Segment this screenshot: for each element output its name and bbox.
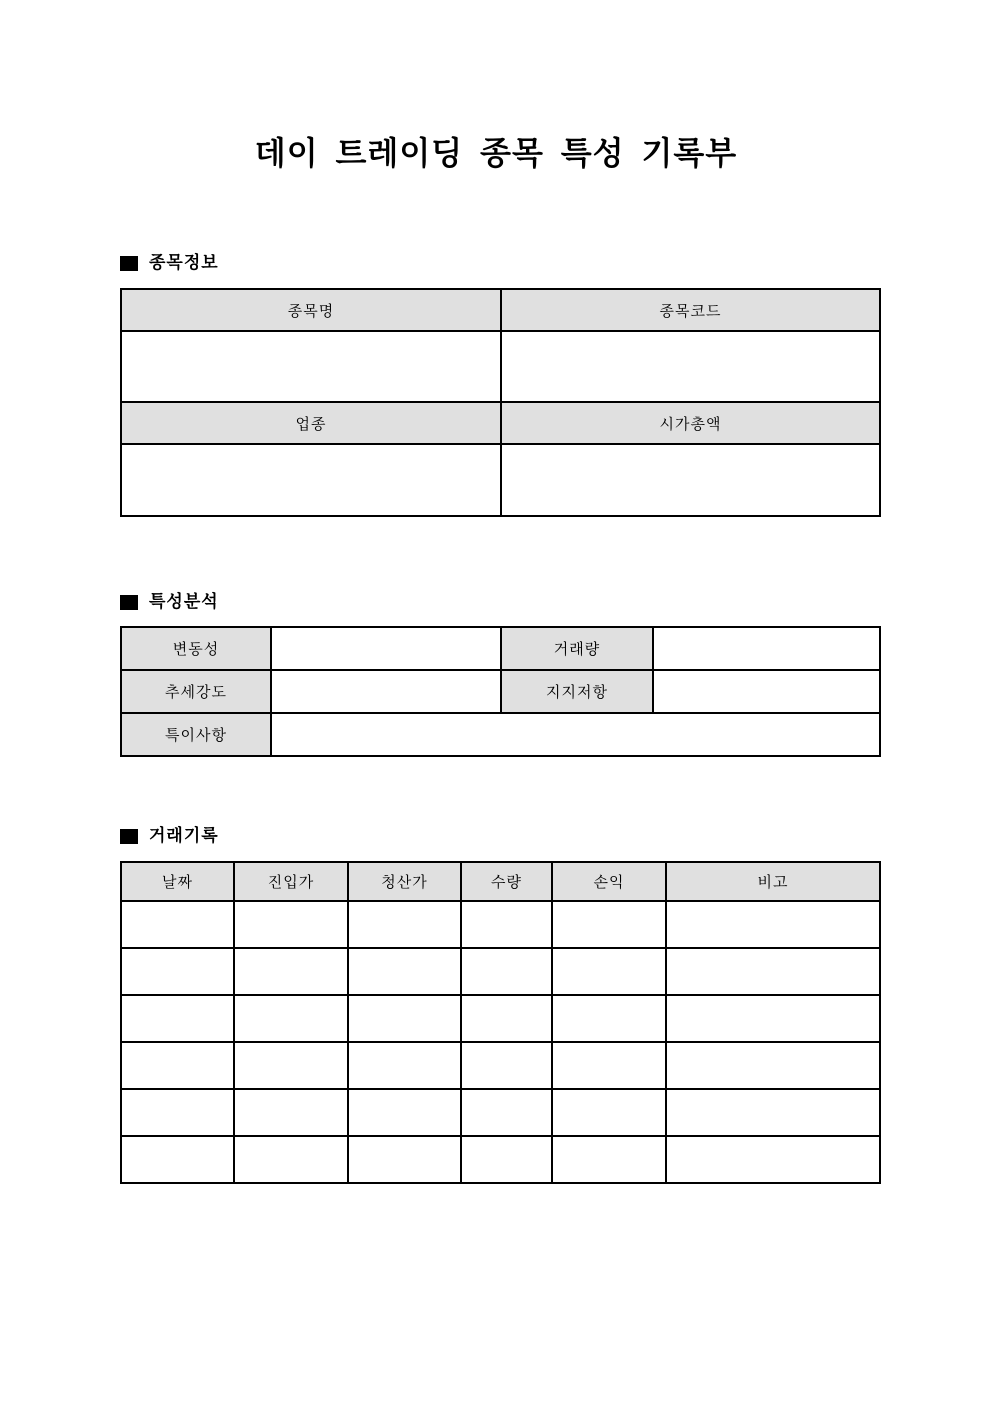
trade-log-body: [121, 901, 880, 1183]
trade-log-empty-cell: [552, 1089, 666, 1136]
trade-log-empty-cell: [348, 1042, 461, 1089]
trade-log-empty-row: [121, 901, 880, 948]
trend-strength-label: 추세강도: [121, 670, 271, 713]
trade-log-empty-cell: [461, 1042, 552, 1089]
trade-log-empty-cell: [461, 948, 552, 995]
trade-log-empty-row: [121, 995, 880, 1042]
volatility-label: 변동성: [121, 627, 271, 670]
trade-log-empty-cell: [121, 948, 234, 995]
trade-log-empty-row: [121, 1136, 880, 1183]
stock-name-header: 종목명: [121, 289, 501, 331]
volume-value-cell: [653, 627, 880, 670]
special-notes-label: 특이사항: [121, 713, 271, 756]
date-column-header: 날짜: [121, 862, 234, 901]
stock-info-value-row-1: [121, 331, 880, 402]
trade-log-empty-cell: [666, 1089, 880, 1136]
trade-log-empty-cell: [552, 995, 666, 1042]
support-resistance-label: 지지저항: [501, 670, 653, 713]
trade-log-empty-cell: [234, 1136, 348, 1183]
industry-value-cell: [121, 444, 501, 516]
trade-log-empty-cell: [461, 995, 552, 1042]
black-square-icon: [120, 595, 138, 610]
trade-log-empty-cell: [348, 901, 461, 948]
trade-log-empty-cell: [234, 948, 348, 995]
trade-log-empty-cell: [234, 995, 348, 1042]
trade-log-empty-cell: [234, 1089, 348, 1136]
analysis-row-3: [121, 713, 880, 756]
section-heading-analysis: [120, 590, 879, 614]
trade-log-empty-cell: [348, 995, 461, 1042]
special-notes-value-cell: [271, 713, 880, 756]
trade-log-empty-cell: [348, 1136, 461, 1183]
quantity-column-header: 수량: [461, 862, 552, 901]
stock-info-header-row-1: [121, 289, 880, 331]
support-resistance-value-cell: [653, 670, 880, 713]
page-content: [120, 251, 879, 1184]
section-heading-trade-log: [120, 824, 879, 848]
trade-log-empty-cell: [121, 1089, 234, 1136]
trade-log-empty-cell: [552, 948, 666, 995]
stock-name-value-cell: [121, 331, 501, 402]
stock-info-table: [120, 288, 881, 517]
trade-log-empty-cell: [461, 1136, 552, 1183]
trade-log-empty-cell: [348, 1089, 461, 1136]
black-square-icon: [120, 256, 138, 271]
stock-code-value-cell: [501, 331, 880, 402]
trade-log-header-row: [121, 862, 880, 901]
volume-label: 거래량: [501, 627, 653, 670]
section-heading-analysis-label: 특성분석: [149, 592, 219, 611]
trade-log-table: [120, 861, 881, 1184]
trade-log-empty-cell: [552, 1136, 666, 1183]
page-title: 데이 트레이딩 종목 특성 기록부: [254, 135, 738, 171]
analysis-table: [120, 626, 881, 757]
trade-log-empty-cell: [234, 901, 348, 948]
trade-log-empty-cell: [461, 1089, 552, 1136]
remarks-column-header: 비고: [666, 862, 880, 901]
stock-code-header: 종목코드: [501, 289, 880, 331]
trend-strength-value-cell: [271, 670, 501, 713]
trade-log-empty-cell: [666, 948, 880, 995]
section-heading-stock-info: [120, 251, 879, 275]
market-cap-header: 시가총액: [501, 402, 880, 444]
trade-log-empty-cell: [348, 948, 461, 995]
section-heading-trade-log-label: 거래기록: [149, 826, 219, 845]
trade-log-empty-cell: [234, 1042, 348, 1089]
trade-log-empty-row: [121, 1089, 880, 1136]
entry-price-column-header: 진입가: [234, 862, 348, 901]
trade-log-empty-cell: [121, 901, 234, 948]
trade-log-empty-cell: [666, 1136, 880, 1183]
section-heading-stock-info-label: 종목정보: [149, 253, 219, 272]
analysis-row-2: [121, 670, 880, 713]
analysis-row-1: [121, 627, 880, 670]
stock-info-header-row-2: [121, 402, 880, 444]
trade-log-empty-cell: [121, 995, 234, 1042]
trade-log-empty-row: [121, 1042, 880, 1089]
industry-header: 업종: [121, 402, 501, 444]
trade-log-empty-cell: [461, 901, 552, 948]
trade-log-empty-cell: [121, 1136, 234, 1183]
trade-log-empty-cell: [666, 901, 880, 948]
black-square-icon: [120, 829, 138, 844]
profit-loss-column-header: 손익: [552, 862, 666, 901]
market-cap-value-cell: [501, 444, 880, 516]
trade-log-empty-cell: [552, 1042, 666, 1089]
trade-log-empty-row: [121, 948, 880, 995]
trade-log-empty-cell: [552, 901, 666, 948]
volatility-value-cell: [271, 627, 501, 670]
trade-log-empty-cell: [666, 995, 880, 1042]
trade-log-empty-cell: [666, 1042, 880, 1089]
stock-info-value-row-2: [121, 444, 880, 516]
exit-price-column-header: 청산가: [348, 862, 461, 901]
trade-log-empty-cell: [121, 1042, 234, 1089]
